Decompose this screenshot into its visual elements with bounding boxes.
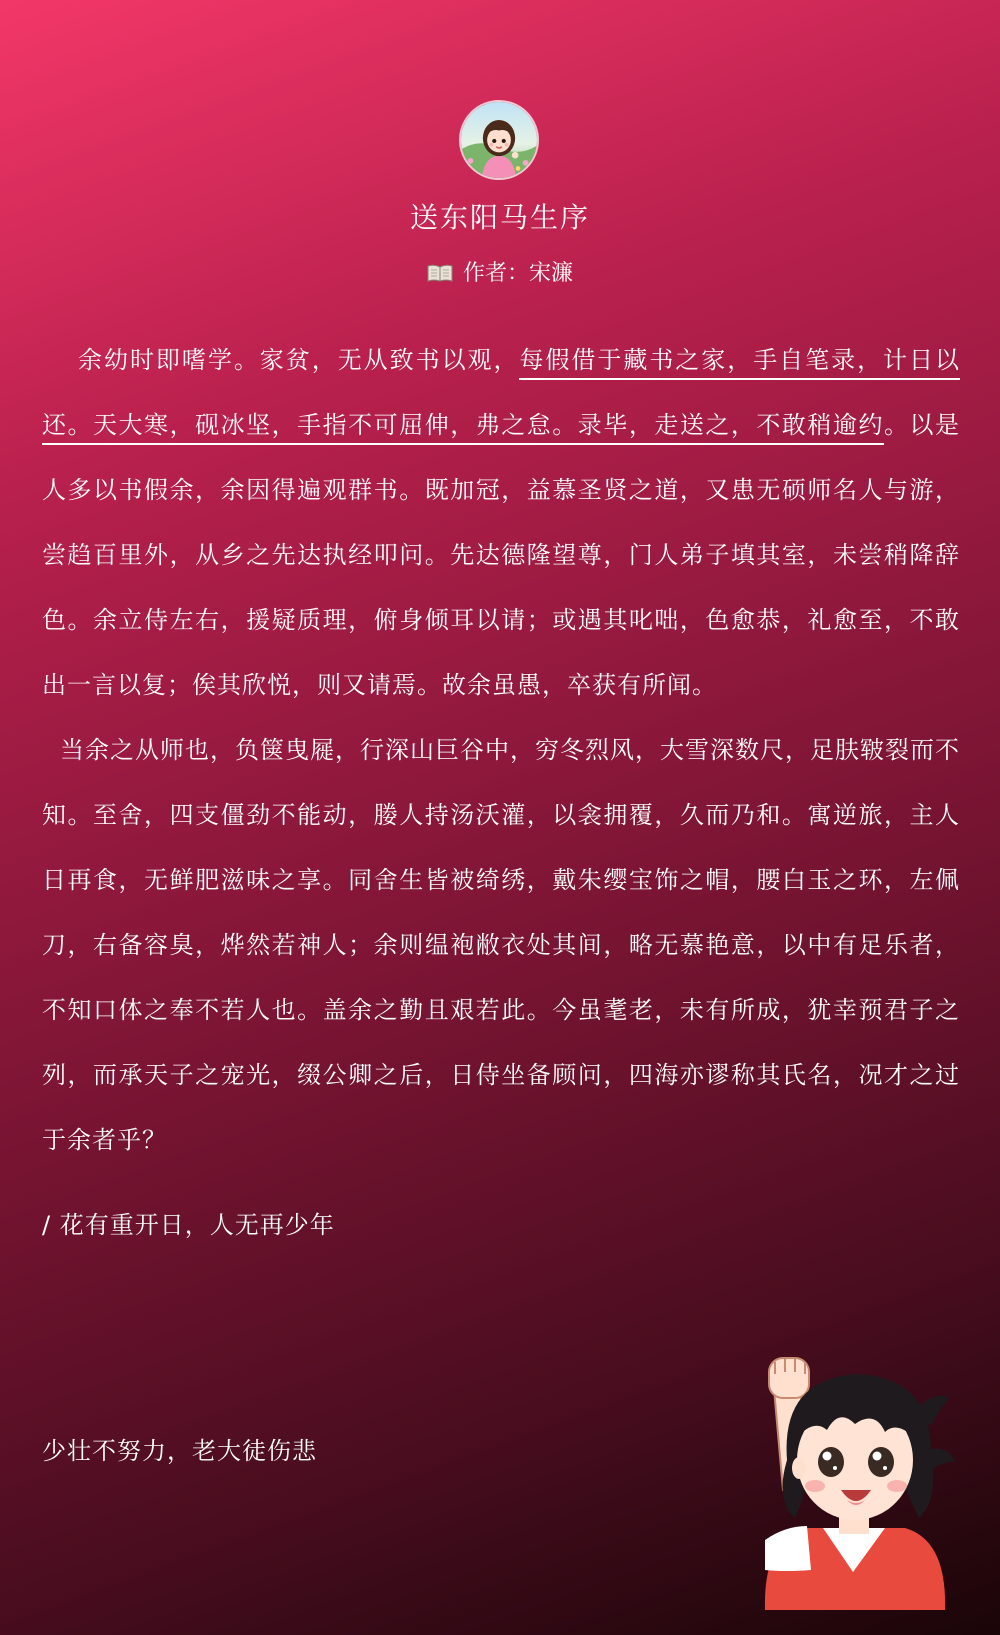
motto-quote: / 花有重开日，人无再少年 [42,1211,335,1239]
page-title: 送东阳马生序 [409,201,590,234]
paragraph-text: 余幼时即嗜学。家贫，无从致书以观， [78,346,520,374]
cheering-girl-icon [735,1340,965,1610]
girl-avatar-icon [461,102,537,178]
avatar[interactable] [459,100,539,180]
article-body [42,328,960,1173]
motto-quote: 少壮不努力，老大徒伤悲 [42,1437,317,1465]
author-label: 作者：宋濂 [462,261,573,286]
author-line [0,258,1000,293]
article-paragraph [42,328,960,718]
article-paragraph: 当余之从师也，负箧曳屣，行深山巨谷中，穷冬烈风，大雪深数尺，足肤皲裂而不知。至舍，四支僵劲不能动，媵人持汤沃灌，以衾拥覆，久而乃和。寓逆旅，主人日再食，无鲜肥滋味之享。同舍生皆被绮绣，戴朱缨宝饰之帽，腰白玉之环，左佩刀，右备容臭，烨然若神人；余则缊袍敝衣处其间，略无慕艳意，以中有足乐者，不知口体之奉不若人也。盖余之勤且艰若此。今虽耄老，未有所成，犹幸预君子之列，而承天子之宠光，缀公卿之后，日侍坐备顾问，四海亦谬称其氏名，况才之过于余者乎？ [42,736,960,1154]
highlighted-text[interactable]: 每假借于藏书之家，手自笔录，计日以还。天大寒，砚冰坚，手指不可屈伸，弗之怠。录毕，走送之，不敢稍逾约 [42,346,960,445]
paragraph-text: 。以是人多以书假余，余因得遍观群书。既加冠，益慕圣贤之道，又患无硕师名人与游，尝趋百里外，从乡之先达执经叩问。先达德隆望尊，门人弟子填其室，未尝稍降辞色。余立侍左右，援疑质理，俯身倾耳以请；或遇其叱咄，色愈恭，礼愈至，不敢出一言以复；俟其欣悦，则又请焉。故余虽愚，卒获有所闻。 [42,411,961,699]
open-book-icon [427,261,453,293]
